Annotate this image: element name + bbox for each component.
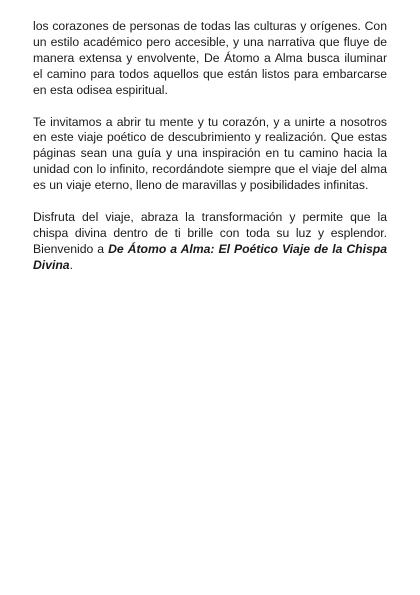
paragraph-3-end: . — [69, 257, 73, 272]
paragraph-3 — [33, 210, 387, 274]
paragraph-3-intro: Disfruta del viaje, abraza la transformación y permite que la chispa divina dentro de ti brille con toda su luz y esplendor. Bienvenido a — [33, 210, 387, 256]
body-text — [33, 19, 387, 290]
paragraph-1: los corazones de personas de todas las culturas y orígenes. Con un estilo académico pero accesible, y una narrativa que fluye de manera extensa y envolvente, De Átomo a Alma busca iluminar el camino para todos aquellos que están listos para embarcarse en esta odisea espiritual. — [33, 19, 387, 97]
paragraph-2: Te invitamos a abrir tu mente y tu corazón, y a unirte a nosotros en este viaje poético de descubrimiento y realización. Que estas páginas sean una guía y una inspiración en tu camino hacia la unidad con lo infinito, recordándote siempre que el viaje del alma es un viaje eterno, lleno de maravillas y posibilidades infinitas. — [33, 114, 387, 193]
book-title: De Átomo a Alma: El Poético Viaje de la Chispa Divina — [33, 241, 388, 272]
